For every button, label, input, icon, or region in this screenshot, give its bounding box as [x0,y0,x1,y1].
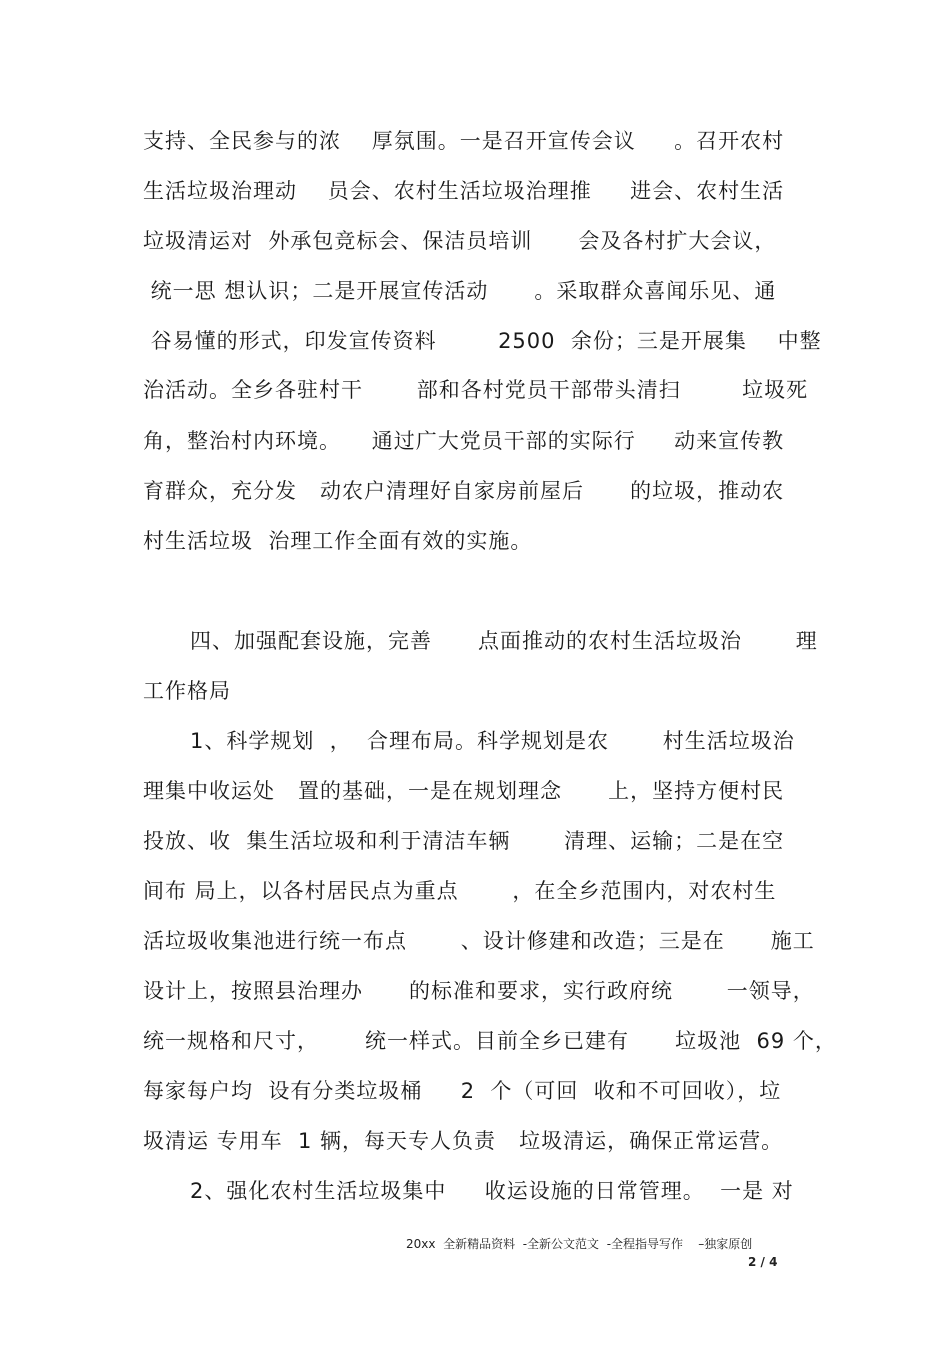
body-line: 1、科学规划 ， 合理布局。科学规划是农 村生活垃圾治 [190,729,795,753]
section-heading-continued: 工作格局 [143,679,231,703]
body-line: 间布 局上，以各村居民点为重点 ，在全乡范围内，对农村生 [143,879,777,903]
body-line: 角，整治村内环境。 通过广大党员干部的实际行 动来宣传教 [143,429,785,453]
body-line: 育群众，充分发 动农户清理好自家房前屋后 的垃圾，推动农 [143,479,785,503]
body-line: 村生活垃圾 治理工作全面有效的实施。 [143,529,533,553]
body-line: 理集中收运处 置的基础，一是在规划理念 上，坚持方便村民 [143,779,785,803]
body-line: 生活垃圾治理动 员会、农村生活垃圾治理推 进会、农村生活 [143,179,785,203]
body-line: 谷易懂的形式，印发宣传资料 2500 余份；三是开展集 中整 [143,329,822,353]
body-line: 统一思 想认识；二是开展宣传活动 。采取群众喜闻乐见、通 [143,279,777,303]
body-line: 治活动。全乡各驻村干 部和各村党员干部带头清扫 垃圾死 [143,378,809,402]
body-line: 垃圾清运对 外承包竞标会、保洁员培训 会及各村扩大会议， [143,229,777,253]
footer-text: 20xx 全新精品资料 -全新公文范文 -全程指导写作 –独家原创 [406,1237,753,1251]
body-line: 圾清运 专用车 1 辆，每天专人负责 垃圾清运，确保正常运营。 [143,1129,784,1153]
body-line: 活垃圾收集池进行统一布点 、设计修建和改造；三是在 施工 [143,929,815,953]
body-line: 2、强化农村生活垃圾集中 收运设施的日常管理。 一是 对 [190,1179,794,1203]
body-line: 投放、收 集生活垃圾和利于清洁车辆 清理、运输；二是在空 [143,829,785,853]
page-number: 2 / 4 [748,1255,778,1269]
body-line: 每家每户均 设有分类垃圾桶 2 个（可回 收和不可回收），垃 [143,1079,782,1103]
body-line: 支持、全民参与的浓 厚氛围。一是召开宣传会议 。召开农村 [143,129,785,153]
section-heading: 四、加强配套设施，完善 点面推动的农村生活垃圾治 理 [190,629,818,653]
body-line: 设计上，按照县治理办 的标准和要求，实行政府统 一领导， [143,979,815,1003]
body-line: 统一规格和尺寸， 统一样式。目前全乡已建有 垃圾池 69 个， [143,1029,837,1053]
